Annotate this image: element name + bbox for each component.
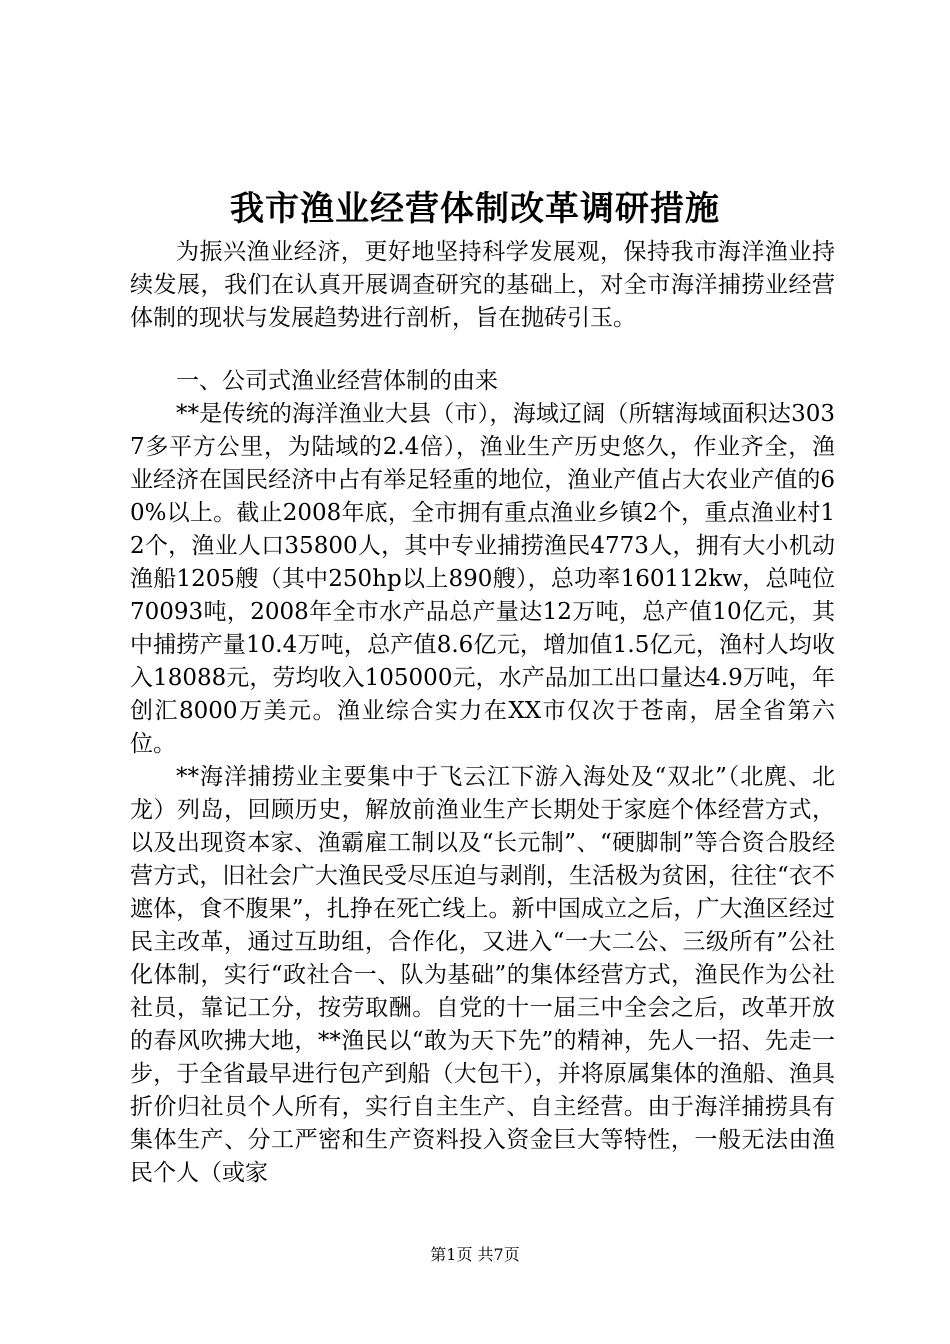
section-heading: 一、公司式渔业经营体制的由来 bbox=[176, 368, 498, 394]
intro-paragraph: 为振兴渔业经济，更好地坚持科学发展观，保持我市海洋渔业持续发展，我们在认真开展调查研究的基础上，对全市海洋捕捞业经营体制的现状与发展趋势进行剖析，旨在抛砖引玉。 bbox=[130, 239, 835, 331]
document-body bbox=[130, 236, 835, 1190]
paragraph-gap bbox=[130, 335, 835, 365]
body-paragraph-2: **海洋捕捞业主要集中于飞云江下游入海处及“双北”（北麂、北龙）列岛，回顾历史，解放前渔业生产长期处于家庭个体经营方式，以及出现资本家、渔霸雇工制以及“长元制”、“硬脚制”等合资合股经营方式，旧社会广大渔民受尽压迫与剥削，生活极为贫困，往往“衣不遮体，食不腹果”，扎挣在死亡线上。新中国成立之后，广大渔区经过民主改革，通过互助组，合作化，又进入“一大二公、三级所有”公社化体制，实行“政社合一、队为基础”的集体经营方式，渔民作为公社社员，靠记工分，按劳取酬。自党的十一届三中全会之后，改革开放的春风吹拂大地，**渔民以“敢为天下先”的精神，先人一招、先走一步，于全省最早进行包产到船（大包干），并将原属集体的渔船、渔具折价归社员个人所有，实行自主生产、自主经营。由于海洋捕捞具有集体生产、分工严密和生产资料投入资金巨大等特性，一般无法由渔民个人（或家 bbox=[130, 764, 835, 1186]
body-paragraph-1: **是传统的海洋渔业大县（市），海域辽阔（所辖海域面积达3037多平方公里，为陆域的2.4倍），渔业生产历史悠久，作业齐全，渔业经济在国民经济中占有举足轻重的地位，渔业产值占大农业产值的60%以上。截止2008年底，全市拥有重点渔业乡镇2个，重点渔业村12个，渔业人口35800人，其中专业捕捞渔民4773人，拥有大小机动渔船1205艘（其中250hp以上890艘），总功率160112kw，总吨位70093吨，2008年全市水产品总产量达12万吨，总产值10亿元，其中捕捞产量10.4万吨，总产值8.6亿元，增加值1.5亿元，渔村人均收入18088元，劳均收入105000元，水产品加工出口量达4.9万吨，年创汇8000万美元。渔业综合实力在XX市仅次于苍南，居全省第六位。 bbox=[130, 401, 835, 757]
page-footer: 第1页 共7页 bbox=[430, 1245, 520, 1264]
document-title: 我市渔业经营体制改革调研措施 bbox=[230, 189, 720, 229]
